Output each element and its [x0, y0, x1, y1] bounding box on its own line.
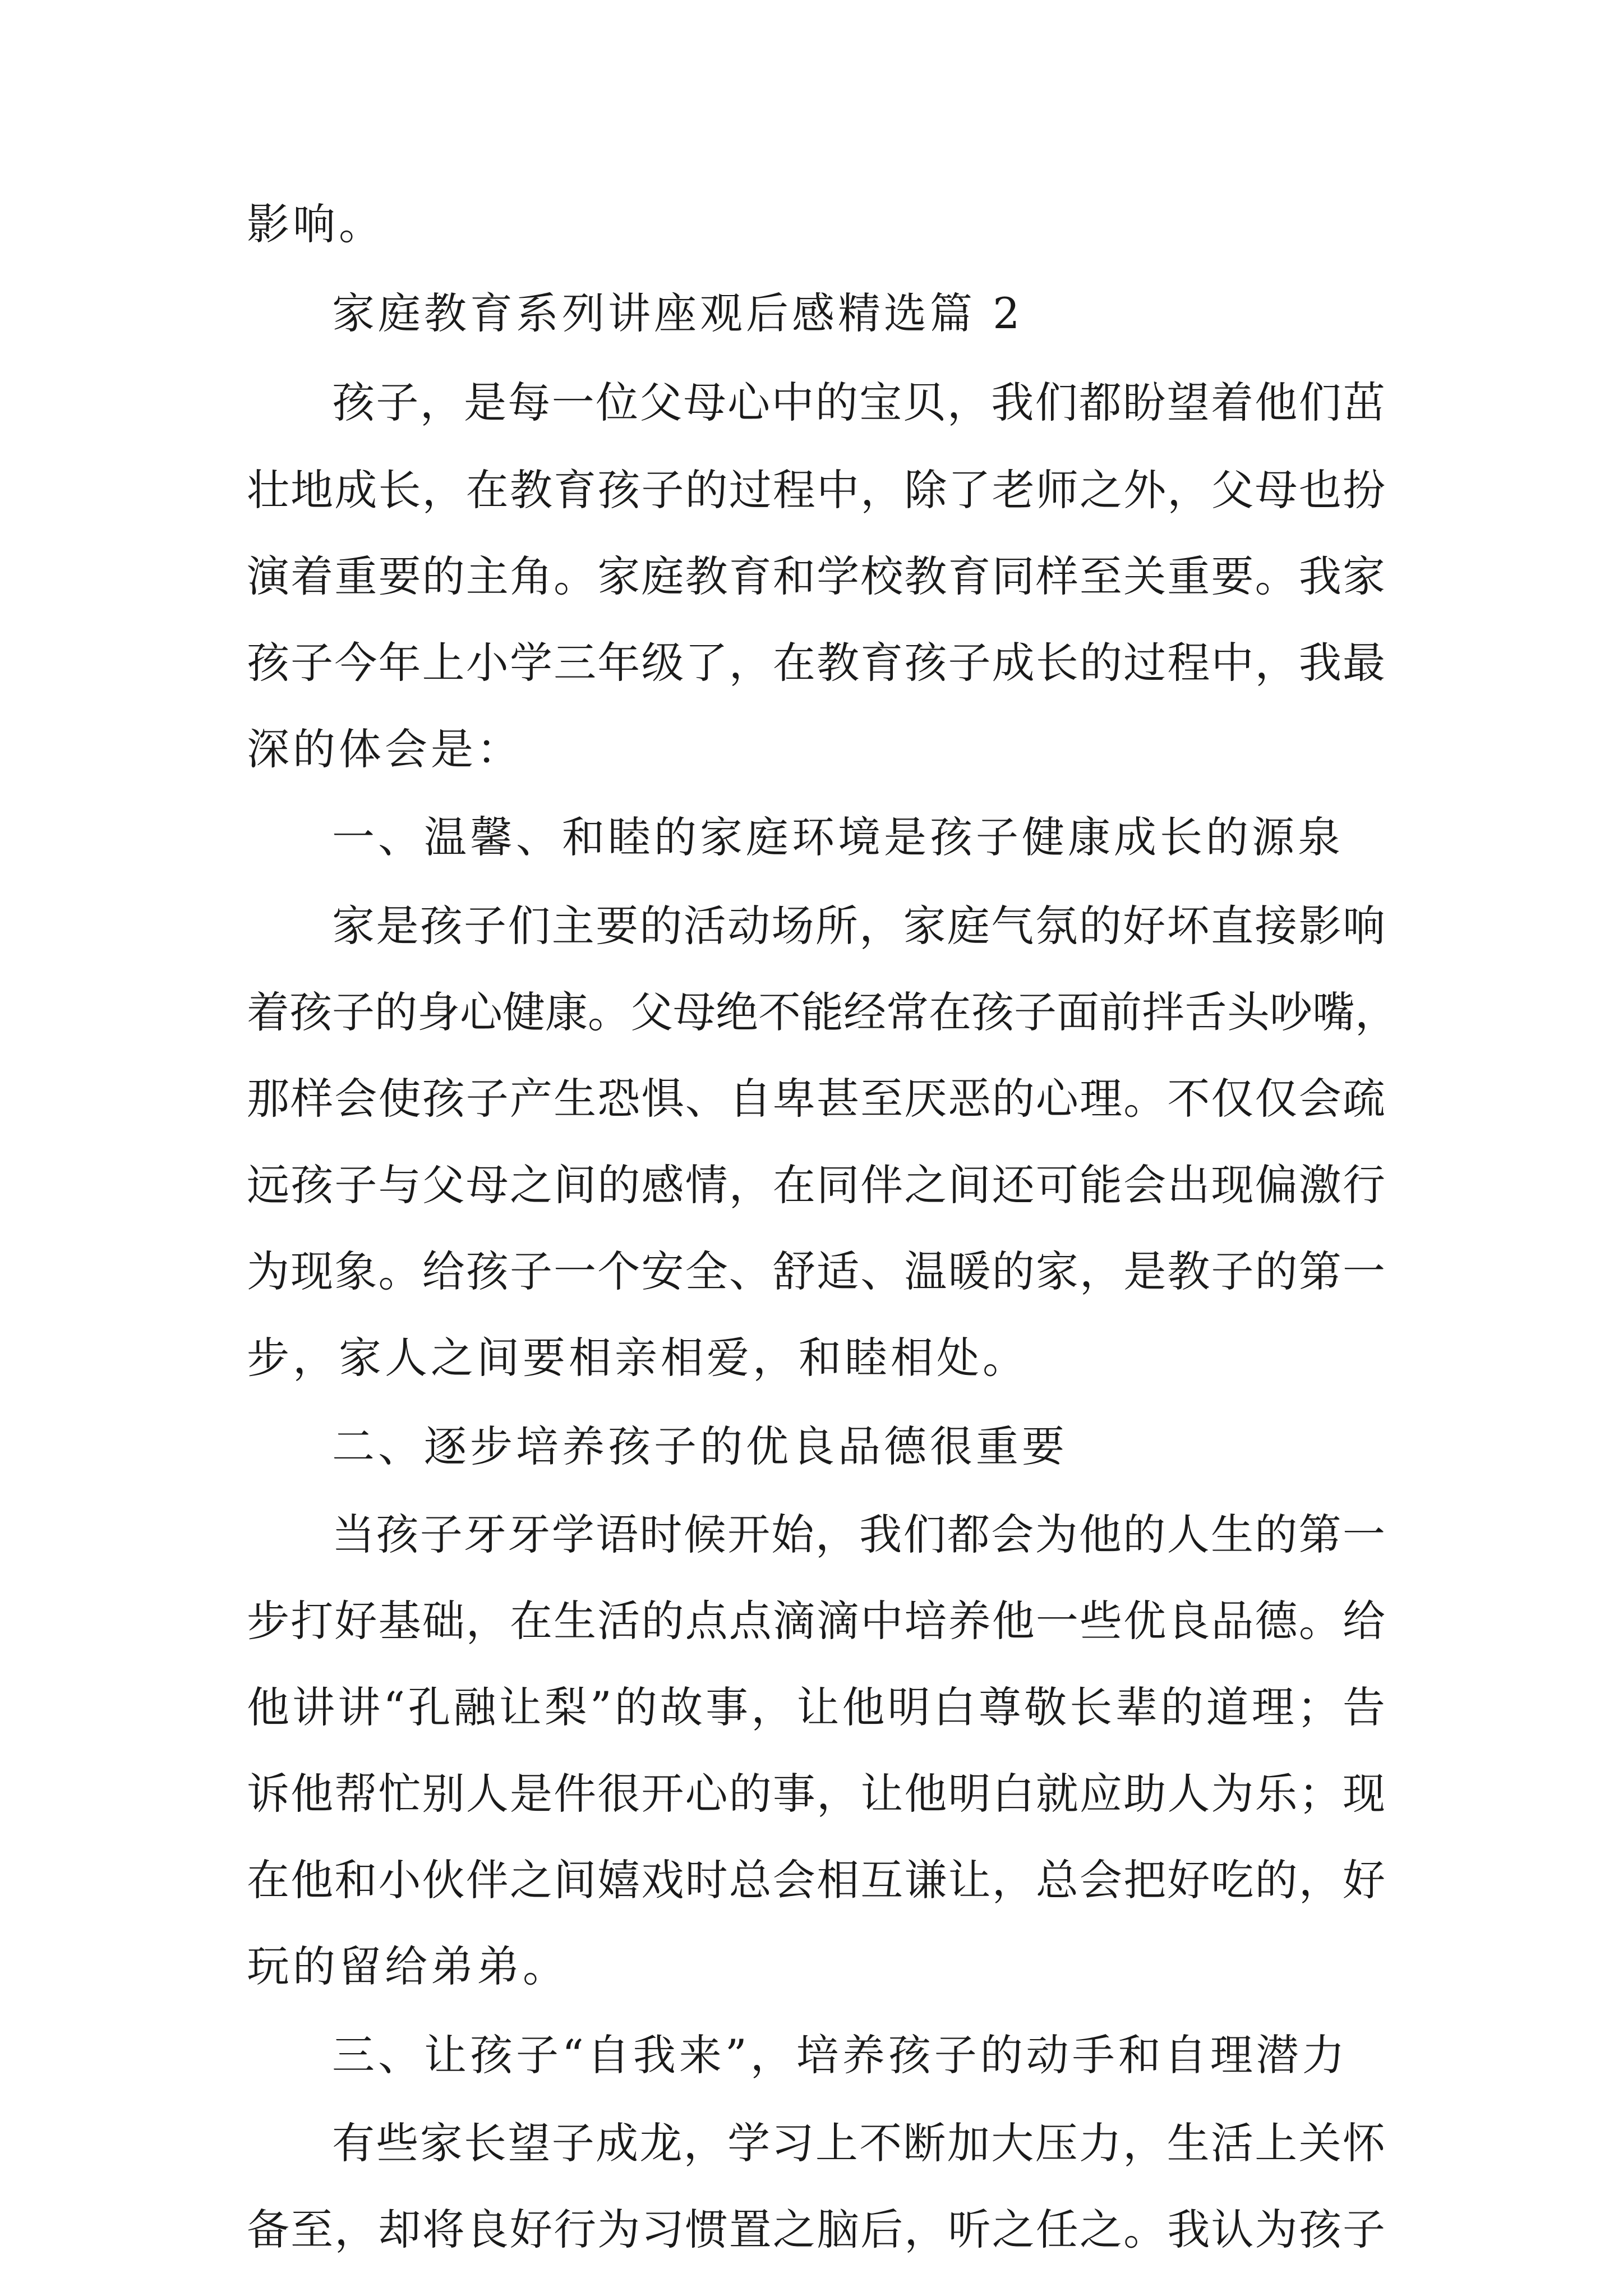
- body-line: 那样会使孩子产生恐惧、自卑甚至厌恶的心理。不仅仅会疏: [247, 1074, 1385, 1124]
- body-line: 步打好基础，在生活的点点滴滴中培养他一些优良品德。给: [247, 1596, 1385, 1646]
- article-subtitle: 家庭教育系列讲座观后感精选篇 2: [332, 288, 1023, 338]
- body-line: 诉他帮忙别人是件很开心的事，让他明白就应助人为乐；现: [247, 1769, 1385, 1819]
- section-heading: 一、温馨、和睦的家庭环境是孩子健康成长的源泉: [332, 812, 1344, 862]
- body-line: 备至，却将良好行为习惯置之脑后，听之任之。我认为孩子: [247, 2205, 1385, 2254]
- body-line: 有些家长望子成龙，学习上不断加大压力，生活上关怀: [332, 2118, 1385, 2168]
- body-line: 在他和小伙伴之间嬉戏时总会相互谦让，总会把好吃的，好: [247, 1855, 1385, 1905]
- body-line: 深的体会是：: [247, 724, 523, 774]
- body-line: 远孩子与父母之间的感情，在同伴之间还可能会出现偏激行: [247, 1160, 1385, 1210]
- body-line: 为现象。给孩子一个安全、舒适、温暖的家，是教子的第一: [247, 1246, 1385, 1296]
- body-line: 步，家人之间要相亲相爱，和睦相处。: [247, 1333, 1029, 1383]
- paragraph-continuation-line: 影响。: [247, 199, 385, 249]
- body-line: 他讲讲“孔融让梨”的故事，让他明白尊敬长辈的道理；告: [247, 1682, 1385, 1732]
- body-line: 孩子，是每一位父母心中的宝贝，我们都盼望着他们茁: [332, 378, 1385, 427]
- section-heading: 二、逐步培养孩子的优良品德很重要: [332, 1421, 1068, 1471]
- body-line: 当孩子牙牙学语时候开始，我们都会为他的人生的第一: [332, 1510, 1385, 1559]
- body-line: 孩子今年上小学三年级了，在教育孩子成长的过程中，我最: [247, 638, 1385, 688]
- body-line: 壮地成长，在教育孩子的过程中，除了老师之外，父母也扮: [247, 465, 1385, 515]
- body-line: 着孩子的身心健康。父母绝不能经常在孩子面前拌舌头吵嘴，: [247, 987, 1398, 1037]
- body-line: 家是孩子们主要的活动场所，家庭气氛的好坏直接影响: [332, 901, 1385, 951]
- body-line: 演着重要的主角。家庭教育和学校教育同样至关重要。我家: [247, 551, 1385, 601]
- body-line: 玩的留给弟弟。: [247, 1941, 569, 1991]
- section-heading: 三、让孩子“自我来”，培养孩子的动手和自理潜力: [332, 2030, 1348, 2080]
